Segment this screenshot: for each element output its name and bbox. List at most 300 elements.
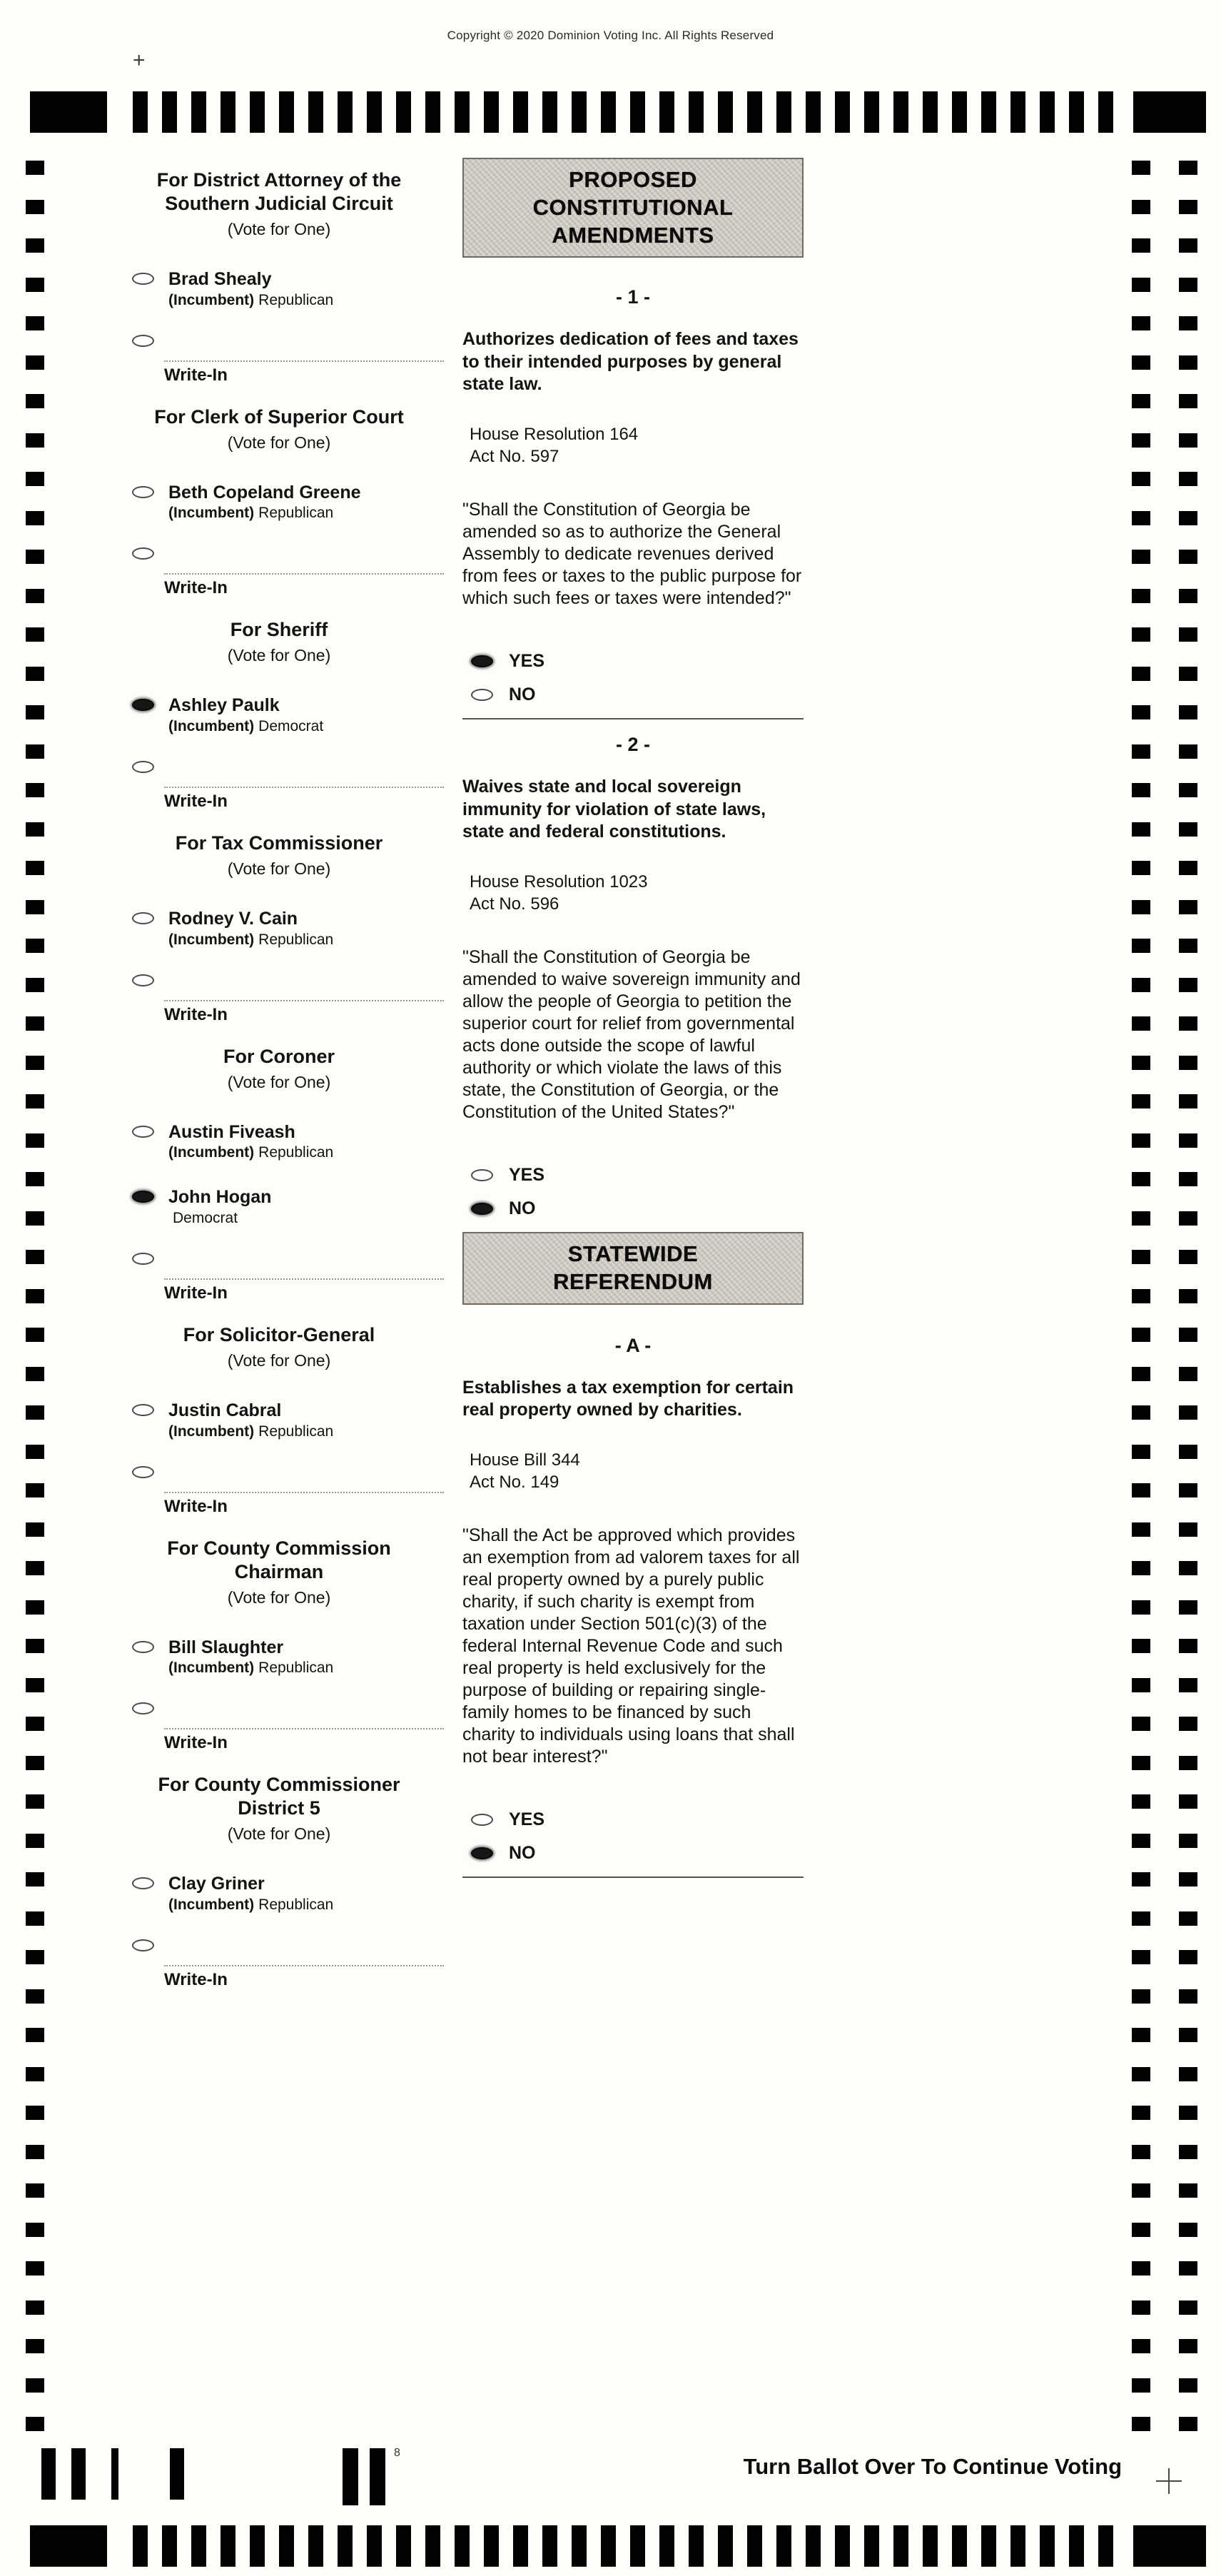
timing-mark <box>952 2525 967 2567</box>
timing-mark <box>893 91 908 133</box>
ballot-code-mark <box>343 2448 358 2505</box>
timing-mark <box>1132 394 1150 408</box>
timing-mark <box>1132 1794 1150 1809</box>
candidate-text <box>168 1122 333 1162</box>
timing-mark <box>26 238 44 253</box>
candidate-row <box>114 1874 444 1914</box>
timing-mark <box>1098 2525 1113 2567</box>
timing-mark <box>26 627 44 642</box>
timing-mark <box>1179 161 1197 175</box>
timing-mark <box>1132 667 1150 681</box>
candidate-detail <box>168 1210 271 1227</box>
write-in-oval[interactable] <box>132 1939 154 1951</box>
timing-mark <box>1132 1911 1150 1926</box>
timing-mark <box>1179 1911 1197 1926</box>
timing-mark <box>279 91 294 133</box>
timing-mark <box>1132 627 1150 642</box>
vote-oval[interactable] <box>132 1877 154 1889</box>
measure-ref-line2: Act No. 596 <box>470 894 559 914</box>
measure-question: "Shall the Constitution of Georgia be amended so as to authorize the General Assembly to dedicate revenues derived from fees or taxes to the public purpose for which such fees or taxes were intended?" <box>462 500 802 609</box>
vote-oval[interactable] <box>132 486 154 498</box>
timing-mark <box>26 978 44 992</box>
timing-mark <box>1179 1289 1197 1303</box>
timing-mark <box>952 91 967 133</box>
timing-mark <box>1179 1717 1197 1731</box>
timing-mark <box>1179 1250 1197 1264</box>
section-divider <box>462 718 804 719</box>
option-label: YES <box>509 651 545 672</box>
write-in-area <box>114 761 444 812</box>
timing-mark <box>572 2525 587 2567</box>
timing-mark <box>1179 939 1197 953</box>
timing-mark <box>1179 1872 1197 1886</box>
contest-instruction: (Vote for One) <box>227 433 331 452</box>
timing-mark <box>1132 1483 1150 1497</box>
timing-mark <box>835 91 850 133</box>
timing-mark <box>1132 2183 1150 2198</box>
write-in-label: Write-In <box>164 1283 228 1303</box>
timing-mark <box>396 91 411 133</box>
candidate-party: Democrat <box>173 1210 238 1227</box>
timing-mark <box>26 394 44 408</box>
timing-mark <box>659 91 674 133</box>
candidate-text <box>168 1187 271 1227</box>
timing-mark <box>26 1445 44 1459</box>
timing-mark <box>1132 1289 1150 1303</box>
write-in-area <box>114 1702 444 1753</box>
option-label: NO <box>509 1198 536 1218</box>
candidate-detail <box>168 292 333 309</box>
timing-mark <box>1179 472 1197 486</box>
measure-ref-line1: House Resolution 1023 <box>470 872 648 892</box>
timing-mark <box>26 2223 44 2237</box>
timing-mark <box>191 91 206 133</box>
candidate-row <box>114 695 444 735</box>
timing-mark <box>1179 238 1197 253</box>
candidate-detail <box>168 1660 333 1677</box>
timing-mark <box>1132 1172 1150 1186</box>
timing-mark <box>26 278 44 292</box>
timing-mark <box>1179 2378 1197 2393</box>
timing-mark <box>1179 1834 1197 1848</box>
timing-mark <box>484 91 499 133</box>
write-in-oval[interactable] <box>132 1702 154 1714</box>
candidate-name: John Hogan <box>168 1187 272 1208</box>
timing-mark <box>1132 2300 1150 2315</box>
vote-oval-yes[interactable] <box>471 1169 493 1181</box>
timing-mark <box>864 2525 879 2567</box>
timing-mark <box>689 91 704 133</box>
contest-title: For Coroner <box>223 1045 335 1067</box>
write-in-oval[interactable] <box>132 1253 154 1265</box>
candidate-name: Austin Fiveash <box>168 1121 295 1142</box>
candidate-party: Republican <box>258 1660 334 1677</box>
timing-mark <box>1179 705 1197 719</box>
timing-mark <box>1179 1328 1197 1342</box>
write-in-oval[interactable] <box>132 547 154 560</box>
timing-mark <box>162 2525 177 2567</box>
candidate-party: Republican <box>258 505 334 522</box>
timing-mark <box>279 2525 294 2567</box>
timing-mark <box>1179 589 1197 603</box>
registration-plus-mark: + <box>133 49 146 72</box>
timing-mark <box>338 91 353 133</box>
candidate-party: Democrat <box>258 718 324 734</box>
timing-mark <box>630 91 645 133</box>
write-in-label: Write-In <box>164 792 228 811</box>
timing-mark <box>1132 200 1150 214</box>
timing-mark <box>1179 1445 1197 1459</box>
timing-mark <box>1179 1561 1197 1575</box>
timing-mark <box>250 91 265 133</box>
write-in-label: Write-In <box>164 1496 228 1516</box>
timing-mark <box>1069 2525 1084 2567</box>
timing-mark <box>1179 1016 1197 1031</box>
timing-mark <box>1132 900 1150 914</box>
contest-instruction: (Vote for One) <box>227 1072 331 1091</box>
measure-reference <box>470 871 804 915</box>
timing-mark <box>1132 1639 1150 1653</box>
contest-instruction: (Vote for One) <box>227 646 331 665</box>
timing-mark <box>1132 1328 1150 1342</box>
timing-mark <box>1132 978 1150 992</box>
candidate-incumbent: (Incumbent) <box>168 1423 255 1440</box>
timing-mark <box>1132 2417 1150 2431</box>
timing-mark <box>601 2525 616 2567</box>
ballot-code-mark <box>41 2448 56 2500</box>
timing-mark <box>1179 900 1197 914</box>
timing-mark <box>718 91 733 133</box>
timing-mark <box>26 2145 44 2159</box>
vote-oval-no[interactable] <box>471 689 493 701</box>
timing-mark <box>1132 1522 1150 1537</box>
candidate-detail <box>168 1423 333 1440</box>
timing-mark <box>1132 1561 1150 1575</box>
write-in-area <box>114 1466 444 1517</box>
candidate-party: Republican <box>258 291 334 308</box>
timing-mark <box>26 1056 44 1070</box>
candidate-name: Beth Copeland Greene <box>168 482 361 502</box>
candidate-text <box>168 269 333 309</box>
timing-mark <box>601 91 616 133</box>
write-in-oval[interactable] <box>132 761 154 773</box>
contest-instruction: (Vote for One) <box>227 859 331 878</box>
timing-mark <box>1179 2145 1197 2159</box>
contest-instruction: (Vote for One) <box>227 1351 331 1370</box>
timing-mark <box>26 1989 44 2004</box>
vote-oval[interactable] <box>132 1641 154 1653</box>
candidate-incumbent: (Incumbent) <box>168 931 255 948</box>
timing-mark <box>806 91 821 133</box>
candidate-incumbent: (Incumbent) <box>168 505 255 522</box>
write-in-area <box>114 547 444 598</box>
timing-mark <box>1132 2261 1150 2276</box>
write-in-label: Write-In <box>164 578 228 598</box>
timing-mark <box>26 705 44 719</box>
timing-mark <box>1132 2378 1150 2393</box>
timing-mark <box>26 1133 44 1148</box>
option-label: YES <box>509 1809 545 1829</box>
write-in-oval[interactable] <box>132 1466 154 1478</box>
timing-mark <box>1132 1950 1150 1964</box>
vote-oval[interactable] <box>132 1191 154 1203</box>
measure-ref-line2: Act No. 597 <box>470 446 559 466</box>
timing-mark <box>30 2525 107 2567</box>
timing-mark <box>1132 472 1150 486</box>
timing-mark <box>26 200 44 214</box>
timing-mark <box>1069 91 1084 133</box>
write-in-oval[interactable] <box>132 335 154 347</box>
candidate-text <box>168 695 323 735</box>
timing-mark <box>1132 783 1150 797</box>
candidate-party: Republican <box>258 1896 334 1914</box>
timing-mark <box>26 1094 44 1108</box>
timing-mark <box>221 91 235 133</box>
candidate-incumbent: (Incumbent) <box>168 718 255 734</box>
measure-ref-line1: House Resolution 164 <box>470 424 639 444</box>
write-in-label: Write-In <box>164 1733 228 1753</box>
timing-mark <box>1179 2106 1197 2120</box>
timing-mark <box>26 1328 44 1342</box>
timing-mark <box>26 2183 44 2198</box>
candidate-detail <box>168 1896 333 1914</box>
candidate-text <box>168 1637 333 1677</box>
contest-title: For Clerk of Superior Court <box>154 405 404 428</box>
timing-mark <box>26 1950 44 1964</box>
timing-mark <box>1133 91 1206 133</box>
candidate-detail <box>168 1144 333 1161</box>
timing-mark <box>26 2261 44 2276</box>
write-in-oval-row <box>114 1939 444 1955</box>
write-in-area <box>114 1939 444 1990</box>
timing-mark <box>26 1717 44 1731</box>
timing-mark <box>26 1172 44 1186</box>
timing-mark <box>1179 1172 1197 1186</box>
timing-mark <box>1179 1989 1197 2004</box>
timing-mark <box>191 2525 206 2567</box>
vote-oval[interactable] <box>132 912 154 924</box>
timing-mark <box>26 511 44 525</box>
timing-mark <box>26 2417 44 2431</box>
vote-oval[interactable] <box>132 273 154 285</box>
timing-mark <box>1179 278 1197 292</box>
timing-mark <box>26 783 44 797</box>
measure-ref-line2: Act No. 149 <box>470 1472 559 1492</box>
timing-mark <box>26 1405 44 1420</box>
timing-mark <box>1010 91 1025 133</box>
timing-mark <box>1179 822 1197 837</box>
timing-mark <box>1132 705 1150 719</box>
candidate-name: Bill Slaughter <box>168 1637 284 1657</box>
contest-title: For County Commission Chairman <box>167 1537 391 1582</box>
write-in-oval-row <box>114 761 444 777</box>
timing-mark <box>26 1600 44 1615</box>
timing-mark <box>1132 2223 1150 2237</box>
write-in-label: Write-In <box>164 365 228 385</box>
timing-mark <box>1132 278 1150 292</box>
copyright-notice: Copyright © 2020 Dominion Voting Inc. All Rights Reserved <box>447 29 774 42</box>
timing-mark <box>1132 161 1150 175</box>
timing-mark <box>1132 861 1150 875</box>
measure-reference <box>470 1449 804 1493</box>
timing-mark <box>26 822 44 837</box>
ballot-code-mark <box>111 2448 118 2500</box>
timing-mark <box>1132 1872 1150 1886</box>
timing-mark <box>26 1872 44 1886</box>
timing-mark <box>1179 1056 1197 1070</box>
timing-mark <box>1179 200 1197 214</box>
option-no <box>462 685 804 705</box>
option-label: NO <box>509 685 536 705</box>
timing-mark <box>1179 744 1197 759</box>
vote-oval[interactable] <box>132 699 154 711</box>
candidate-name: Justin Cabral <box>168 1400 282 1421</box>
measures-column <box>462 158 804 1892</box>
timing-mark <box>26 2339 44 2353</box>
write-in-area <box>114 335 444 385</box>
timing-mark <box>1179 1211 1197 1226</box>
timing-mark <box>26 1756 44 1770</box>
timing-mark <box>1132 1211 1150 1226</box>
timing-mark <box>26 316 44 330</box>
timing-mark <box>26 161 44 175</box>
timing-mark <box>1179 2028 1197 2042</box>
timing-mark <box>1132 511 1150 525</box>
option-label: NO <box>509 1842 536 1863</box>
timing-mark <box>1132 1367 1150 1381</box>
timing-mark <box>26 1639 44 1653</box>
timing-mark <box>1179 2183 1197 2198</box>
timing-mark <box>1179 861 1197 875</box>
timing-mark <box>1179 627 1197 642</box>
timing-mark <box>26 1250 44 1264</box>
timing-mark <box>1179 355 1197 370</box>
contest-solicitor-general <box>114 1323 444 1517</box>
turn-ballot-over-text: Turn Ballot Over To Continue Voting <box>743 2454 1122 2479</box>
contest-instruction: (Vote for One) <box>227 1587 331 1607</box>
timing-mark <box>806 2525 821 2567</box>
vote-oval-no[interactable] <box>471 1847 493 1859</box>
write-in-label: Write-In <box>164 1004 228 1024</box>
timing-mark <box>26 1016 44 1031</box>
timing-mark <box>26 1911 44 1926</box>
measure-referendum-a <box>462 1335 804 1864</box>
vote-oval-yes[interactable] <box>471 1814 493 1826</box>
timing-mark <box>26 1483 44 1497</box>
timing-mark <box>133 2525 148 2567</box>
measure-summary: Establishes a tax exemption for certain real property owned by charities. <box>462 1377 794 1420</box>
timing-mark <box>1179 1794 1197 1809</box>
timing-mark <box>455 2525 470 2567</box>
timing-mark <box>1098 91 1113 133</box>
candidate-row <box>114 909 444 949</box>
timing-mark <box>1132 589 1150 603</box>
candidate-row <box>114 1187 444 1227</box>
timing-mark <box>1040 2525 1055 2567</box>
timing-mark <box>572 91 587 133</box>
timing-mark <box>1132 1094 1150 1108</box>
write-in-area <box>114 1253 444 1303</box>
contest-sheriff <box>114 618 444 812</box>
write-in-oval-row <box>114 335 444 350</box>
amendments-header-box: PROPOSED CONSTITUTIONAL AMENDMENTS <box>462 158 804 258</box>
timing-mark <box>1132 355 1150 370</box>
timing-mark <box>1132 939 1150 953</box>
candidate-row <box>114 269 444 309</box>
write-in-oval[interactable] <box>132 974 154 986</box>
candidate-column <box>114 163 444 2010</box>
timing-mark <box>221 2525 235 2567</box>
contest-district-attorney <box>114 168 444 385</box>
timing-mark <box>835 2525 850 2567</box>
timing-mark <box>396 2525 411 2567</box>
timing-mark <box>367 2525 382 2567</box>
ballot-code-mark <box>71 2448 86 2500</box>
timing-mark <box>1179 978 1197 992</box>
candidate-incumbent: (Incumbent) <box>168 1144 255 1161</box>
timing-mark <box>26 472 44 486</box>
timing-mark <box>864 91 879 133</box>
ballot-code-mark <box>370 2448 385 2505</box>
timing-mark <box>367 91 382 133</box>
candidate-incumbent: (Incumbent) <box>168 291 255 308</box>
timing-mark <box>1132 1678 1150 1692</box>
option-label: YES <box>509 1165 545 1185</box>
candidate-text <box>168 909 333 949</box>
timing-mark <box>513 2525 528 2567</box>
option-yes <box>462 651 804 672</box>
timing-mark <box>1179 394 1197 408</box>
measure-amendment-1 <box>462 286 804 705</box>
timing-mark <box>1132 550 1150 564</box>
candidate-row <box>114 1122 444 1162</box>
section-divider <box>462 1877 804 1878</box>
timing-mark <box>26 1522 44 1537</box>
timing-mark <box>26 1289 44 1303</box>
timing-mark <box>513 91 528 133</box>
timing-mark <box>1132 1600 1150 1615</box>
timing-mark <box>981 2525 996 2567</box>
timing-mark <box>1179 1405 1197 1420</box>
timing-mark <box>26 1211 44 1226</box>
candidate-incumbent: (Incumbent) <box>168 1896 255 1914</box>
timing-mark <box>1179 1094 1197 1108</box>
contest-instruction: (Vote for One) <box>227 219 331 238</box>
timing-mark <box>26 1794 44 1809</box>
timing-mark <box>1179 783 1197 797</box>
timing-mark <box>1179 2339 1197 2353</box>
timing-mark <box>1132 1834 1150 1848</box>
timing-mark <box>923 2525 938 2567</box>
timing-mark <box>1179 2300 1197 2315</box>
vote-oval-yes[interactable] <box>471 655 493 667</box>
timing-mark <box>26 355 44 370</box>
candidate-row <box>114 1400 444 1440</box>
option-no <box>462 1198 804 1219</box>
timing-mark <box>1132 2339 1150 2353</box>
timing-mark <box>1132 1133 1150 1148</box>
vote-oval[interactable] <box>132 1126 154 1138</box>
vote-oval-no[interactable] <box>471 1203 493 1215</box>
candidate-incumbent: (Incumbent) <box>168 1660 255 1677</box>
measure-ref-line1: House Bill 344 <box>470 1450 580 1470</box>
option-no <box>462 1843 804 1864</box>
contest-instruction: (Vote for One) <box>227 1824 331 1844</box>
timing-mark <box>26 1678 44 1692</box>
vote-oval[interactable] <box>132 1404 154 1416</box>
timing-mark <box>26 1561 44 1575</box>
measure-reference <box>470 423 804 468</box>
